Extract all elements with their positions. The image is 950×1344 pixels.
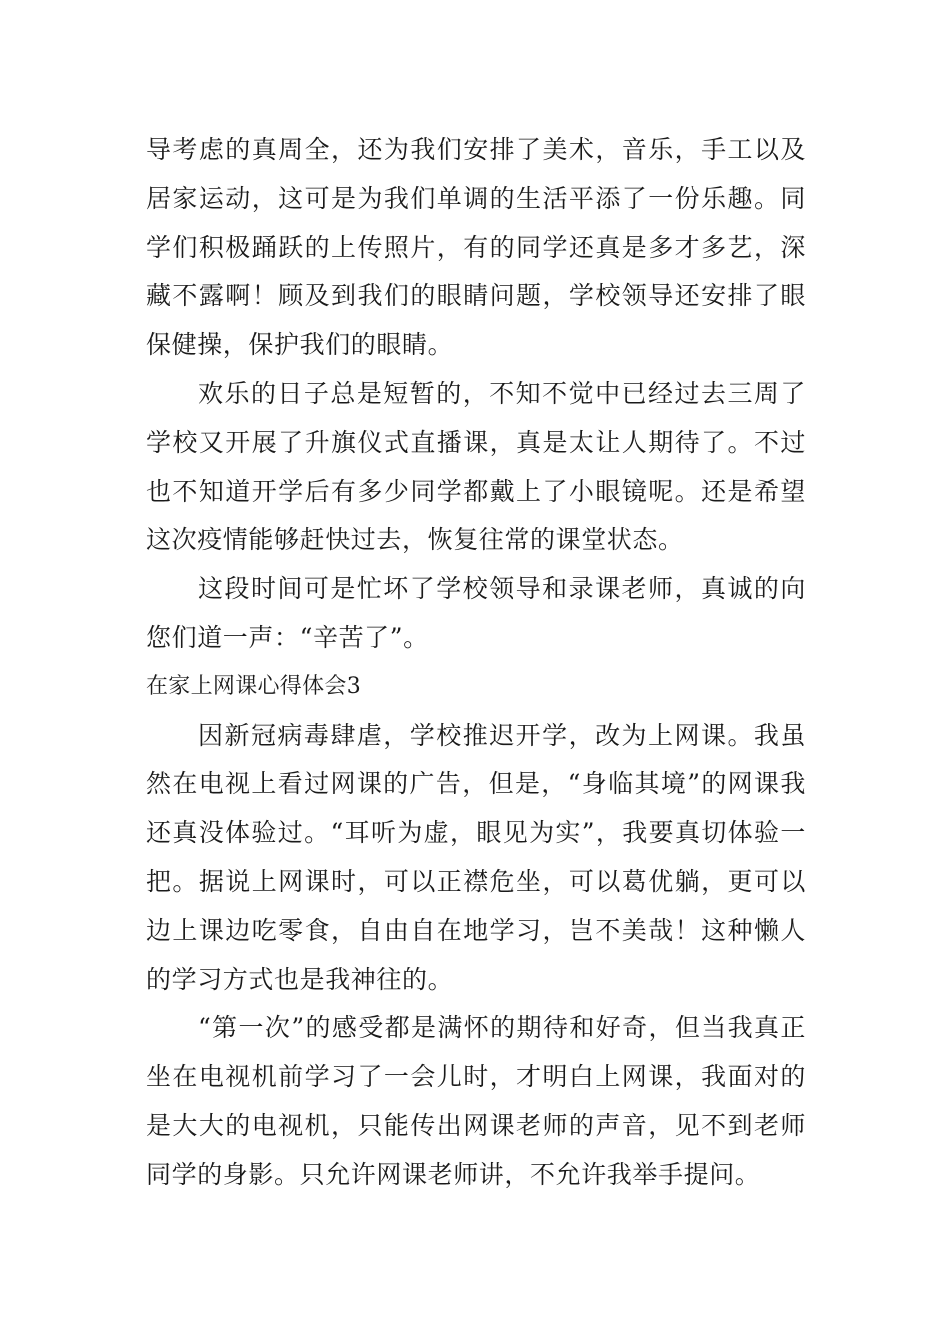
section-title: 在家上网课心得体会3 (146, 673, 361, 699)
paragraph-1: 导考虑的真周全，还为我们安排了美术，音乐，手工以及居家运动，这可是为我们单调的生活平添了一份乐趣。同学们积极踊跃的上传照片，有的同学还真是多才多艺，深藏不露啊！顾及到我们的眼睛问题，学校领导还安排了眼保健操，保护我们的眼睛。 (146, 135, 806, 360)
document-body (146, 126, 806, 1200)
paragraph-5: “第一次”的感受都是满怀的期待和好奇，但当我真正坐在电视机前学习了一会儿时，才明白上网课，我面对的是大大的电视机，只能传出网课老师的声音，见不到老师同学的身影。只允许网课老师讲，不允许我举手提问。 (146, 1013, 806, 1189)
paragraph-4: 因新冠病毒肆虐，学校推迟开学，改为上网课。我虽然在电视上看过网课的广告，但是，“身临其境”的网课我还真没体验过。“耳听为虚，眼见为实”，我要真切体验一把。据说上网课时，可以正襟危坐，可以葛优躺，更可以边上课边吃零食，自由自在地学习，岂不美哉！这种懒人的学习方式也是我神往的。 (146, 720, 806, 994)
paragraph-3: 这段时间可是忙坏了学校领导和录课老师，真诚的向您们道一声：“辛苦了”。 (146, 574, 806, 652)
paragraph-2: 欢乐的日子总是短暂的，不知不觉中已经过去三周了学校又开展了升旗仪式直播课，真是太让人期待了。不过也不知道开学后有多少同学都戴上了小眼镜呢。还是希望这次疫情能够赶快过去，恢复往常的课堂状态。 (146, 378, 806, 555)
